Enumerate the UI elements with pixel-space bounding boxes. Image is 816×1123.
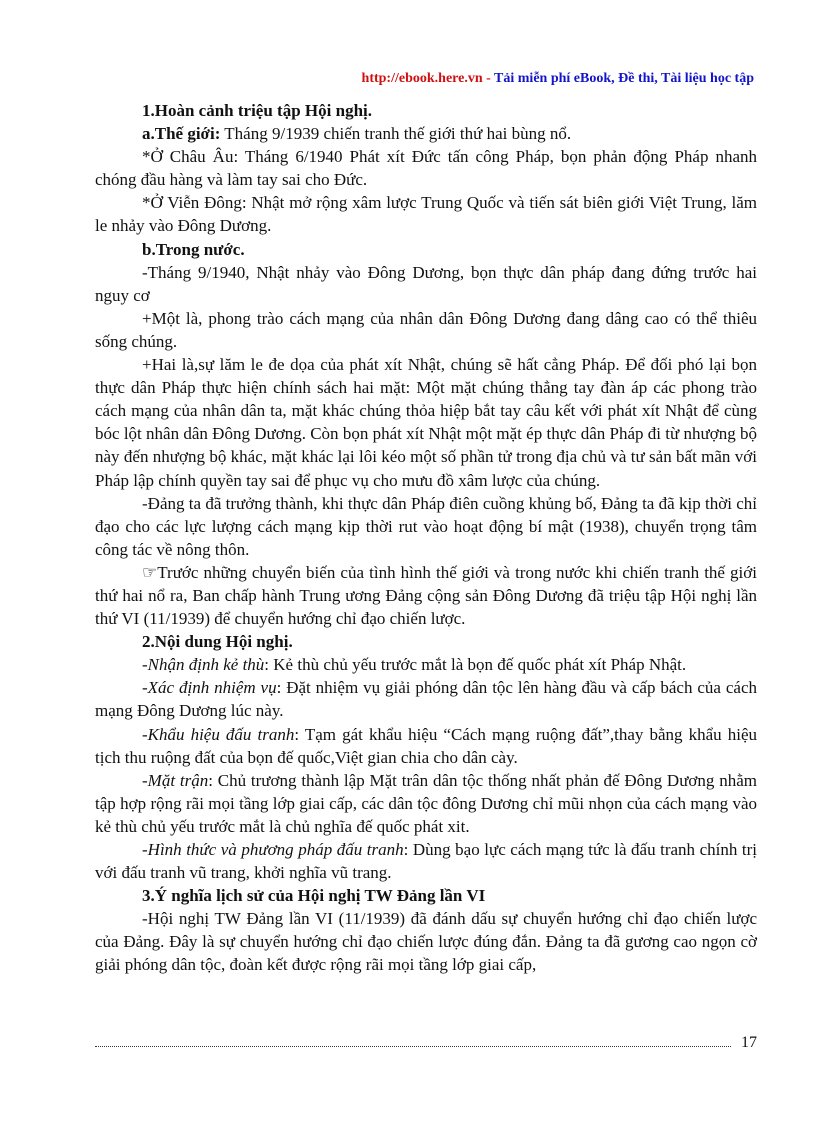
domestic-paragraph-3: +Hai là,sự lăm le đe dọa của phát xít Nhật, chúng sẽ hất cẳng Pháp. Để đối phó lại bọn thực dân Pháp thực hiện chính sách hai mặt: Một mặt chúng thẳng tay đàn áp các phong trào cách mạng của nhân dân ta, mặt khác chúng thỏa hiệp bắt tay câu kết với phát xít Nhật để cùng bóc lột nhân dân Đông Dương. Còn bọn phát xít Nhật một mặt ép thực dân Pháp đi từ nhượng bộ này đến nhượng bộ khác, mặt khác lại lôi kéo một số phần tử trong địa chủ và tư sản bất mãn với Pháp lập chính quyền tay sai để phục vụ cho mưu đồ xâm lược của chúng.: [95, 355, 757, 490]
content-item: [95, 838, 757, 884]
content-item-label: -Xác định nhiệm vụ: [142, 678, 277, 698]
significance-paragraph: -Hội nghị TW Đảng lần VI (11/1939) đã đánh dấu sự chuyển hướng chỉ đạo chiến lược của Đảng. Đây là sự chuyển hướng chỉ đạo chiến lược đúng đắn. Đảng ta đã gương cao ngọn cờ giải phóng dân tộc, đoàn kết được rộng rãi mọi tầng lớp giai cấp,: [95, 909, 757, 975]
content-item-text: : Tạm gát khẩu hiệu “Cách mạng ruộng đất”,thay bằng khẩu hiệu tịch thu ruộng đất của bọn đế quốc,Việt gian chia cho dân cày.: [95, 724, 758, 767]
document-body: [95, 99, 757, 977]
world-text: Tháng 9/1939 chiến tranh thế giới thứ hai bùng nổ.: [220, 124, 572, 144]
content-item-text: : Đặt nhiệm vụ giải phóng dân tộc lên hàng đầu và cấp bách của cách mạng Đông Dương lúc này.: [95, 678, 757, 721]
world-paragraph: [95, 122, 757, 145]
content-item: [95, 676, 757, 722]
content-item: [95, 653, 757, 676]
section3-heading: 3.Ý nghĩa lịch sử của Hội nghị TW Đảng lần VI: [142, 886, 486, 906]
domestic-paragraph-2: +Một là, phong trào cách mạng của nhân dân Đông Dương đang dâng cao có thể thiêu sống chúng.: [95, 308, 757, 351]
website-link[interactable]: http://ebook.here.vn: [361, 71, 483, 86]
content-item-label: -Hình thức và phương pháp đấu tranh: [142, 840, 404, 859]
domestic-paragraph-4: -Đảng ta đã trưởng thành, khi thực dân Pháp điên cuồng khủng bố, Đảng ta đã kịp thời chỉ đạo cho các lực lượng cách mạng kịp thời rut vào hoạt động bí mật (1938), chuyển trọng tâm công tác về nông thôn.: [95, 493, 757, 559]
header-tagline: Tải miễn phí eBook, Đề thi, Tài liệu học tập: [494, 71, 754, 86]
content-item-text: : Chủ trương thành lập Mặt trân dân tộc thống nhất phản đế Đông Dương nhằm tập hợp rộng rãi mọi tầng lớp giai cấp, các dân tộc đông Dương chỉ mũi nhọn của cách mạng vào kẻ thù chủ yếu trước mắt là chủ nghĩa đế quốc phát xit.: [95, 770, 757, 836]
page-number: 17: [741, 1034, 757, 1051]
domestic-heading: b.Trong nước.: [142, 239, 245, 259]
content-item-label: -Khẩu hiệu đấu tranh: [142, 724, 295, 744]
section2-heading: 2.Nội dung Hội nghị.: [142, 632, 293, 652]
domestic-paragraph-5: ☞Trước những chuyển biến của tình hình thế giới và trong nước khi chiến tranh thế giới thứ hai nổ ra, Ban chấp hành Trung ương Đảng cộng sản Đông Dương đã triệu tập Hội nghị lần thứ VI (11/1939) để chuyển hướng chỉ đạo chiến lược.: [95, 562, 757, 629]
content-item: [95, 723, 757, 769]
footer-dotted-rule: [95, 1046, 731, 1047]
content-item: [95, 769, 757, 838]
content-item-label: -Nhận định kẻ thù: [142, 655, 265, 675]
section1-heading: 1.Hoàn cảnh triệu tập Hội nghị.: [142, 101, 373, 120]
europe-paragraph: *Ở Châu Âu: Tháng 6/1940 Phát xít Đức tấn công Pháp, bọn phản động Pháp nhanh chóng đầu hàng và làm tay sai cho Đức.: [95, 147, 757, 190]
content-item-text: : Kẻ thù chủ yếu trước mắt là bọn đế quốc phát xít Pháp Nhật.: [264, 655, 687, 675]
world-label: a.Thế giới:: [142, 124, 221, 144]
page-footer: [95, 1034, 757, 1054]
fareast-paragraph: *Ở Viễn Đông: Nhật mở rộng xâm lược Trung Quốc và tiến sát biên giới Việt Trung, lăm le nhảy vào Đông Dương.: [95, 193, 757, 236]
domestic-paragraph-1: -Tháng 9/1940, Nhật nhảy vào Đông Dương, bọn thực dân pháp đang đứng trước hai nguy cơ: [95, 262, 757, 305]
header-separator: -: [482, 71, 495, 86]
page-header: [362, 71, 754, 87]
content-item-label: -Mặt trận: [142, 770, 209, 790]
content-item-text: : Dùng bạo lực cách mạng tức là đấu tranh chính trị với đấu tranh vũ trang, khởi nghĩa vũ trang.: [95, 840, 757, 883]
